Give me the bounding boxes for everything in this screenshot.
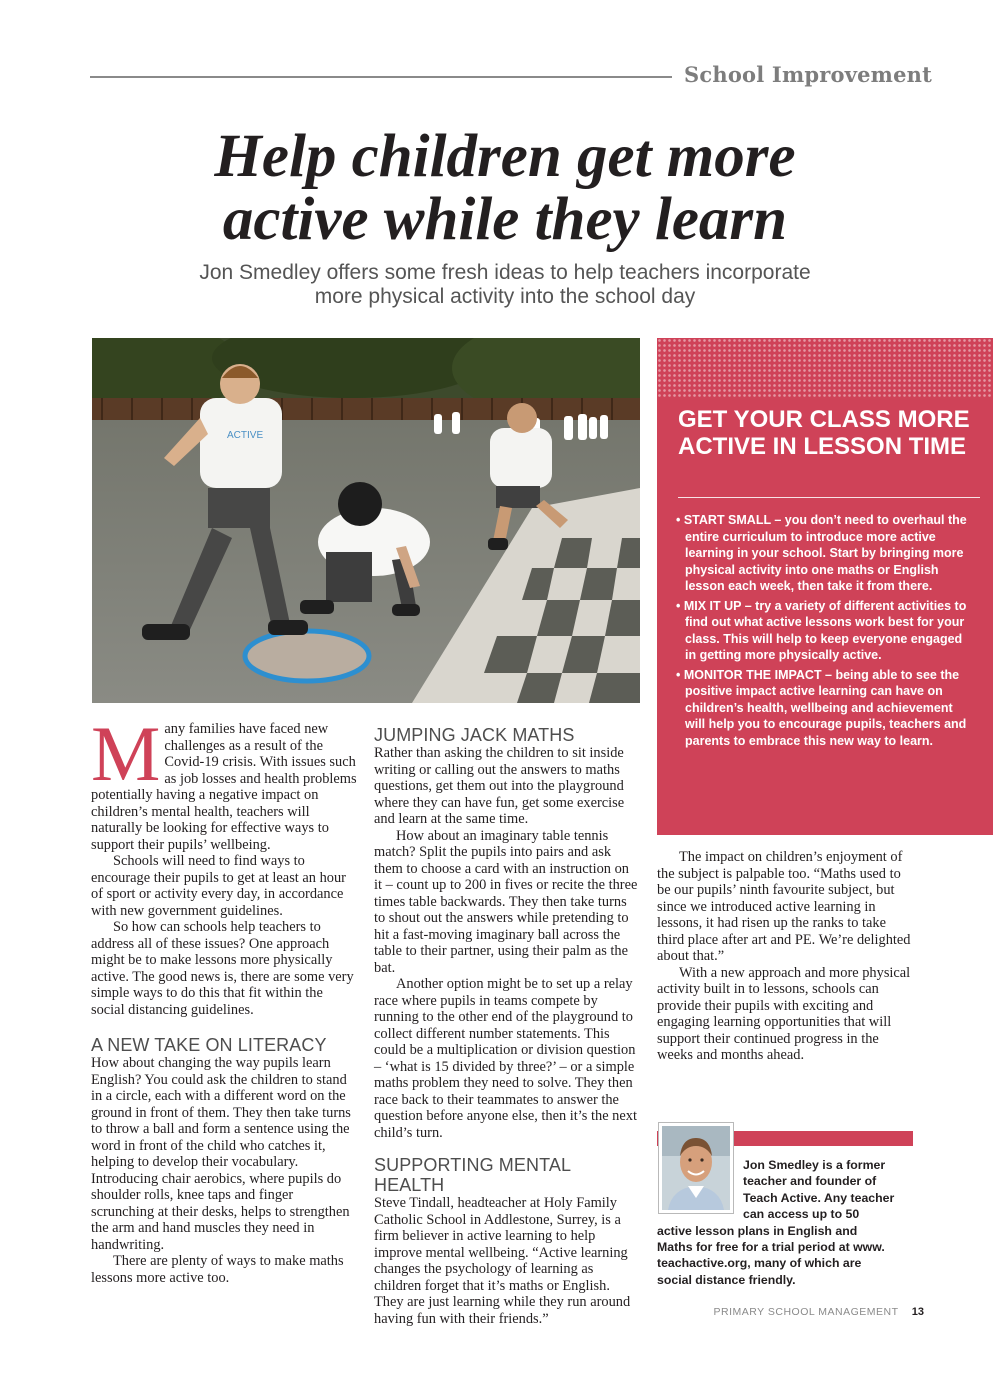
article-column-1 — [91, 710, 357, 1286]
bio-line-6: Maths for free for a trial period at www. — [657, 1240, 885, 1255]
sidebar-tip-mix-it-up: • MIX IT UP – try a variety of different activities to find out what active lessons work best for your class. This will help to keep everyone engaged in getting more physically active. — [676, 598, 967, 662]
mental-health-heading: SUPPORTING MENTAL HEALTH — [374, 1155, 571, 1195]
section-label: School Improvement — [684, 62, 933, 87]
sidebar-tips-list — [676, 512, 976, 752]
headline-line-2: active while they learn — [222, 186, 788, 253]
bio-line-1: Jon Smedley is a former — [743, 1158, 886, 1172]
bio-text — [657, 1157, 915, 1288]
shirt-print: ACTIVE — [227, 430, 264, 441]
bio-line-3: Teach Active. Any teacher — [743, 1190, 895, 1205]
page-number: 13 — [911, 1306, 924, 1318]
bio-line-8: social distance friendly. — [657, 1272, 796, 1287]
literacy-heading: A NEW TAKE ON LITERACY — [91, 1035, 327, 1055]
sidebar-divider — [678, 497, 980, 498]
headline — [0, 125, 1000, 251]
playground-scene-image — [92, 338, 640, 703]
publication-name: PRIMARY SCHOOL MANAGEMENT — [713, 1306, 899, 1318]
headline-line-1: Help children get more — [214, 123, 796, 190]
mental-health-paragraph-2: The impact on children’s enjoyment of the subject is palpable too. “Maths used to be our pupils’ ninth favourite subject, but since we introduced active learning in lessons, it had risen up the ranks to take third place after art and PE. We’re delighted about that.” — [657, 849, 911, 964]
drop-cap: M — [91, 710, 161, 797]
tips-sidebar — [657, 338, 993, 835]
article-column-2 — [374, 721, 640, 1327]
maths-paragraph-2: How about an imaginary table tennis match? Split the pupils into pairs and ask them to choose a card with an instruction on it – count up to 200 in fives or recite the three times table backwards. They then take turns to shout out the answers while pretending to hit a fast-moving imaginary ball across the table to their partner, using their palm as the bat. — [374, 827, 638, 976]
maths-paragraph-1: Rather than asking the children to sit inside writing or calling out the answers to maths questions, get them out into the playground where they can have fun, get some exercise and learn at the same time. — [374, 745, 625, 827]
standfirst-line-1: Jon Smedley offers some fresh ideas to help teachers incorporate — [199, 261, 811, 284]
standfirst — [0, 261, 1000, 309]
intro-paragraph-1: any families have faced new challenges as a result of the Covid-19 crisis. With issues such as job losses and health problems potentially having a negative impact on children’s mental health, teachers will naturally be looking for effective ways to support their pupils’ wellbeing. — [91, 721, 357, 853]
section-rule — [90, 76, 672, 78]
intro-paragraph-2: Schools will need to find ways to encourage their pupils to get at least an hour of sport or activity every day, in accordance with new government guidelines. — [91, 853, 346, 919]
sidebar-tip-monitor-impact: • MONITOR THE IMPACT – being able to see the positive impact active learning can have on children’s health, wellbeing and achievement will help you to encourage pupils, teachers and parents to embrace this new way to learn. — [676, 667, 967, 748]
sidebar-dot-pattern — [657, 338, 993, 398]
literacy-paragraph-2: There are plenty of ways to make maths lessons more active too. — [91, 1253, 344, 1286]
mental-health-paragraph-3: With a new approach and more physical activity built in to lessons, schools can provide their pupils with exciting and engaging learning opportunities that will support their continued progress in the weeks and months ahead. — [657, 964, 911, 1063]
literacy-paragraph-1: How about changing the way pupils learn English? You could ask the children to stand in a circle, each with a different word on the ground in front of them. They then take turns to throw a ball and form a sentence using the word in front of the child who catches it, helping to develop their vocabulary. Introducing chair aerobics, where pupils do shoulder rolls, knee taps and finger scrunching at their desks, helps to strengthen the arm and hand muscles they need in handwriting. — [91, 1055, 351, 1253]
bio-line-2: teacher and founder of — [743, 1174, 877, 1189]
bio-line-5: active lesson plans in English and — [657, 1223, 858, 1238]
maths-paragraph-3: Another option might be to set up a relay race where pupils in teams compete by running to the other end of the playground to collect different number statements. This could be a multiplication or division question – ‘what is 15 divided by three?’ – or a simple maths problem they need to solve. They then race back to their teammates to answer the question before anyone else, then it’s the next child’s turn. — [374, 976, 637, 1141]
maths-heading: JUMPING JACK MATHS — [374, 725, 575, 745]
bio-line-4: can access up to 50 — [743, 1207, 860, 1222]
sidebar-tip-start-small: • START SMALL – you don’t need to overhaul the entire curriculum to introduce more active learning in your school. Start by bringing more physical activity into one maths or English lesson each week, then take it from there. — [676, 513, 967, 593]
author-bio — [657, 1122, 915, 1292]
article-photo — [92, 338, 640, 703]
article-column-3 — [657, 849, 915, 1064]
mental-health-paragraph-1: Steve Tindall, headteacher at Holy Family Catholic School in Addlestone, Surrey, is a firm believer in active learning to help improve mental wellbeing. “Active learning changes the psychology of learning as children forget that it’s maths or English. They are just learning while they run around having fun with their friends.” — [374, 1195, 631, 1327]
sidebar-title: GET YOUR CLASS MORE ACTIVE IN LESSON TIME — [678, 406, 970, 460]
standfirst-line-2: more physical activity into the school day — [314, 285, 696, 308]
bio-line-7: teachactive.org, many of which are — [657, 1256, 862, 1271]
intro-paragraph-3: So how can schools help teachers to address all of these issues? One approach might be to make lessons more physically active. The good news is, there are some very simple ways to do this that fit within the social distancing guidelines. — [91, 919, 354, 1018]
page-footer — [700, 1306, 924, 1318]
